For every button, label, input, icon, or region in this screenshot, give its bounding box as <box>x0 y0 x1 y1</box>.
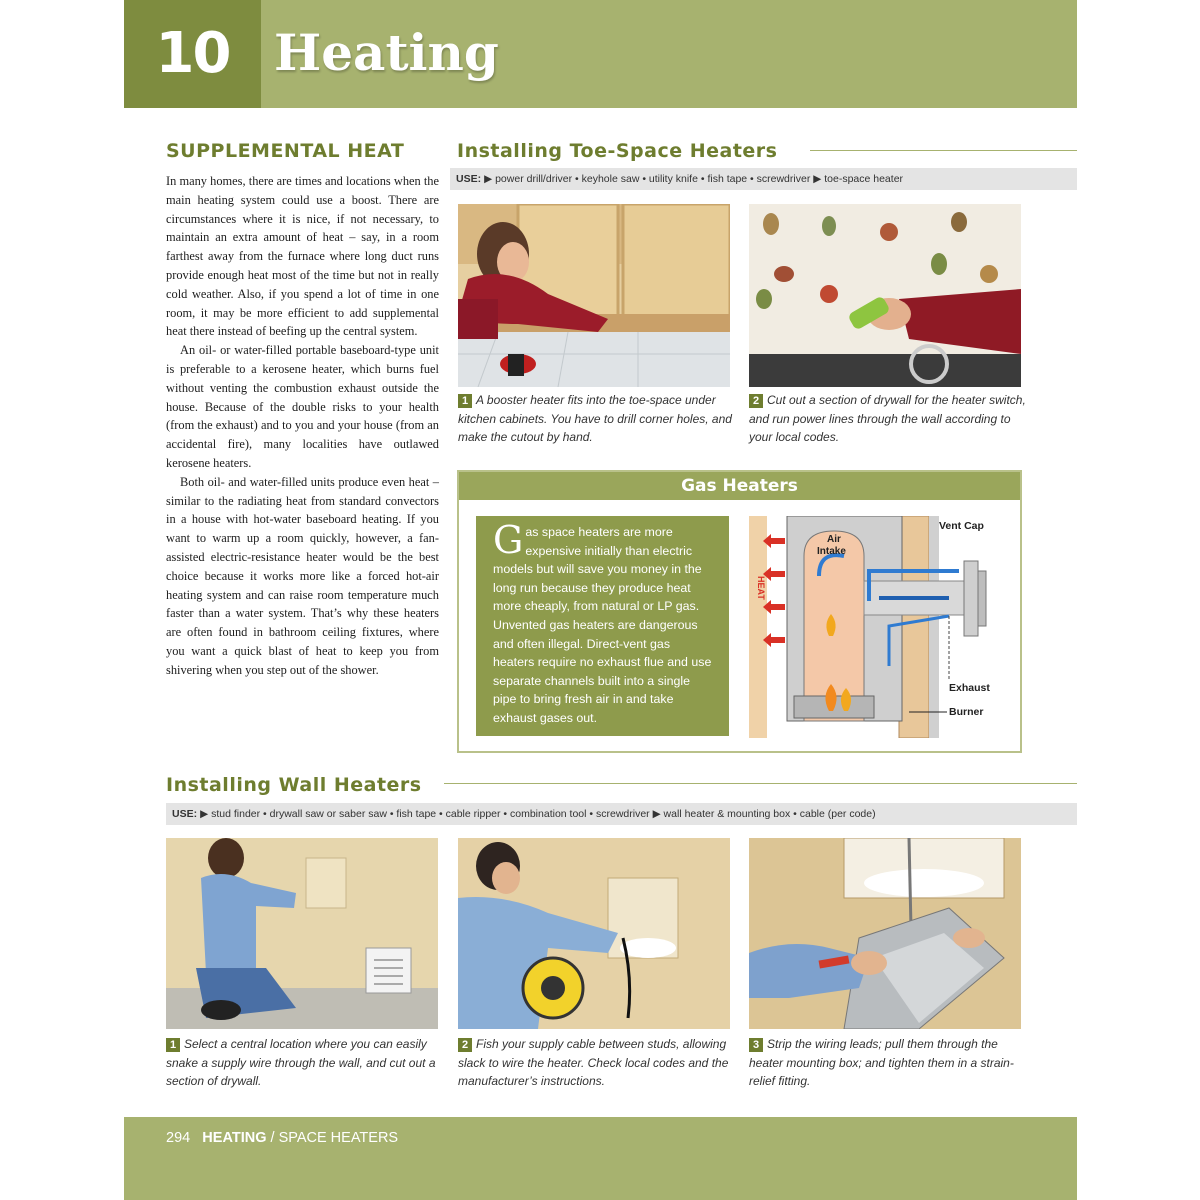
body-paragraph: An oil- or water-filled portable baseboard-type unit is preferable to a kerosene heater, which burns fuel without venting the combustion exhaust outside the house. Because of the double risks to your health (from the exhaust) and to you and your house (from an accidental fire), many localities have outlawed kerosene heaters. <box>166 343 439 470</box>
heading-rule <box>810 150 1077 151</box>
label-vent-cap: Vent Cap <box>939 520 984 532</box>
footer-subsection: / SPACE HEATERS <box>266 1130 399 1146</box>
wall-heater-caption-3 <box>749 1035 1029 1091</box>
label-exhaust: Exhaust <box>949 682 990 694</box>
wall-heater-caption-1 <box>166 1035 446 1091</box>
gas-heater-diagram <box>749 516 1017 738</box>
gas-body-text: as space heaters are more expensive initially than electric models but will save you money in the long run because they produce heat more cheaply, from natural or LP gas. Unvented gas heaters are dangerous and often illegal. Direct-vent gas heaters require no exhaust flue and use separate channels built into a single pipe to bring fresh air in and take exhaust gases out. <box>493 525 712 725</box>
wall-heater-photo-1 <box>166 838 438 1029</box>
toe-space-heading: Installing Toe-Space Heaters <box>457 140 778 162</box>
heading-rule <box>444 783 1077 784</box>
caption-text: Cut out a section of drywall for the heater switch, and run power lines through the wall according to your local codes. <box>749 393 1026 444</box>
caption-text: Fish your supply cable between studs, allowing slack to wire the heater. Check local codes and the manufacturer’s instructions. <box>458 1037 729 1088</box>
footer-section: HEATING <box>202 1130 267 1146</box>
wall-heater-photo-3 <box>749 838 1021 1029</box>
use-label: USE: <box>456 173 482 185</box>
step-number: 2 <box>458 1038 472 1052</box>
toe-space-photo-1 <box>458 204 730 387</box>
gas-heaters-heading: Gas Heaters <box>459 472 1020 500</box>
toe-space-caption-1 <box>458 391 738 447</box>
tools-list: ▶ power drill/driver • keyhole saw • utility knife • fish tape • screwdriver ▶ toe-space heater <box>484 173 904 185</box>
drop-cap: G <box>493 518 524 562</box>
step-number: 3 <box>749 1038 763 1052</box>
wall-heater-photo-2 <box>458 838 730 1029</box>
body-paragraph: Both oil- and water-filled units produce even heat – similar to the radiating heat from standard convectors in a house with hot-water baseboard heating. If you want to warm up a room quickly, however, a fan-assisted electric-resistance heater would be the best choice because it works more like a forced hot-air heating system and can raise room temperature much faster than a water system. That’s why these heaters are often found in bathroom ceiling fixtures, where you want a quick blast of heat to keep you from shivering when you step out of the shower. <box>166 474 439 677</box>
toe-space-tools-bar <box>450 168 1077 190</box>
chapter-header <box>124 0 1077 108</box>
label-intake: Intake <box>817 546 846 557</box>
toe-space-caption-2 <box>749 391 1029 447</box>
gas-heaters-text <box>476 516 729 736</box>
wall-heaters-heading: Installing Wall Heaters <box>166 774 422 796</box>
wall-heaters-tools-bar <box>166 803 1077 825</box>
caption-text: Select a central location where you can easily snake a supply wire through the wall, and cut out a section of drywall. <box>166 1037 436 1088</box>
supplemental-heat-body <box>166 172 439 680</box>
toe-space-photo-2 <box>749 204 1021 387</box>
page-number: 294 <box>166 1130 191 1146</box>
label-heat: HEAT <box>756 576 766 600</box>
tools-list: ▶ stud finder • drywall saw or saber saw • fish tape • cable ripper • combination tool • screwdriver ▶ wall heater & mounting box • cable (per code) <box>200 808 876 820</box>
gas-heaters-box <box>457 470 1022 753</box>
chapter-number: 10 <box>124 0 261 108</box>
body-paragraph: In many homes, there are times and locations when the main heating system could use a boost. There are circumstances where it is nice, if not necessary, to maintain an extra amount of heat – say, in a room farthest away from the furnace where long duct runs provide enough heat most of the time but not in really cold weather. Also, if you spend a lot of time in one room, it may be more efficient to add supplemental heat there instead of beefing up the central system. <box>166 174 439 339</box>
page-footer <box>124 1117 1077 1200</box>
caption-text: A booster heater fits into the toe-space under kitchen cabinets. You have to drill corner holes, and make the cutout by hand. <box>458 393 732 444</box>
use-label: USE: <box>172 808 198 820</box>
wall-heater-caption-2 <box>458 1035 738 1091</box>
label-burner: Burner <box>949 706 984 718</box>
step-number: 1 <box>458 394 472 408</box>
caption-text: Strip the wiring leads; pull them through the heater mounting box; and tighten them in a strain-relief fitting. <box>749 1037 1014 1088</box>
step-number: 2 <box>749 394 763 408</box>
supplemental-heat-heading: SUPPLEMENTAL HEAT <box>166 140 405 162</box>
chapter-title: Heating <box>274 23 499 82</box>
step-number: 1 <box>166 1038 180 1052</box>
footer-text <box>166 1130 398 1146</box>
label-air: Air <box>827 534 841 545</box>
